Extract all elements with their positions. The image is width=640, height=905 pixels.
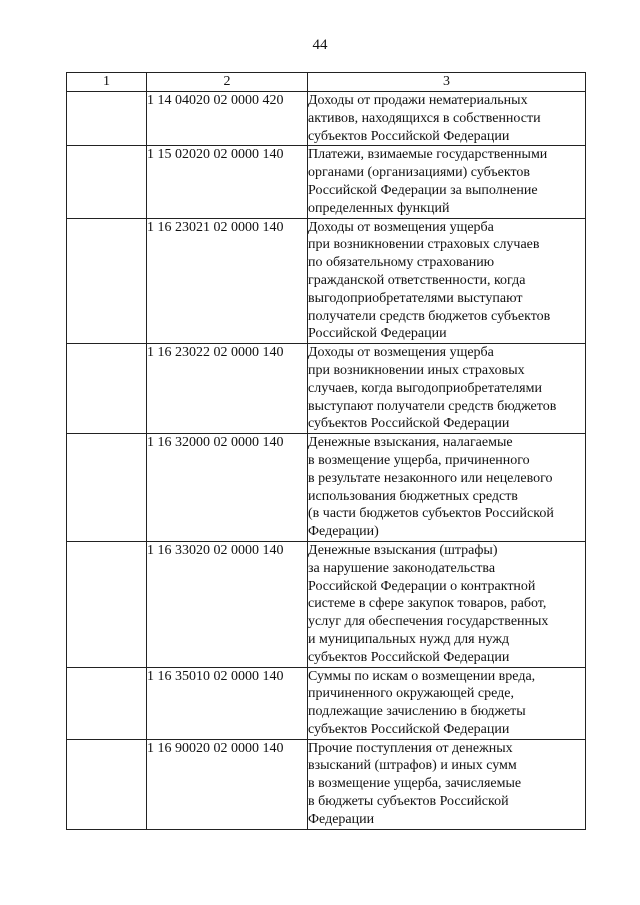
table-row <box>67 146 586 218</box>
description-line: в возмещение ущерба, зачисляемые <box>308 776 522 792</box>
description-line: выступают получатели средств бюджетов <box>308 398 557 414</box>
description-line: услуг для обеспечения государственных <box>308 614 549 630</box>
description-line: субъектов Российской Федерации <box>308 721 510 737</box>
description-line: получатели средств бюджетов субъектов <box>308 308 551 324</box>
row-column-1-cell <box>67 739 147 829</box>
revenue-description-cell <box>308 739 586 829</box>
description-line: Доходы от возмещения ущерба <box>308 345 494 361</box>
description-line: Федерации) <box>308 524 379 540</box>
description-line: по обязательному страхованию <box>308 255 495 271</box>
table-row <box>67 218 586 344</box>
table-row <box>67 434 586 542</box>
description-line: субъектов Российской Федерации <box>308 416 510 432</box>
table-row <box>67 739 586 829</box>
row-column-1-cell <box>67 434 147 542</box>
description-line: при возникновении иных страховых <box>308 362 525 378</box>
description-line: субъектов Российской Федерации <box>308 128 510 144</box>
table-row <box>67 344 586 434</box>
description-line: Российской Федерации <box>308 326 447 342</box>
revenue-code-cell: 1 16 23021 02 0000 140 <box>147 218 308 344</box>
revenue-code-cell: 1 16 23022 02 0000 140 <box>147 344 308 434</box>
description-line: органами (организациями) субъектов <box>308 165 531 181</box>
revenue-description-cell <box>308 541 586 667</box>
revenue-code-cell: 1 16 32000 02 0000 140 <box>147 434 308 542</box>
table-header-row <box>67 73 586 92</box>
revenue-description-cell <box>308 344 586 434</box>
description-line: Денежные взыскания (штрафы) <box>308 542 498 558</box>
description-line: Прочие поступления от денежных <box>308 740 513 756</box>
description-line: субъектов Российской Федерации <box>308 649 510 665</box>
description-line: причиненного окружающей среде, <box>308 686 514 702</box>
description-line: выгодоприобретателями выступают <box>308 290 523 306</box>
description-line: за нарушение законодательства <box>308 560 496 576</box>
description-line: Доходы от продажи нематериальных <box>308 93 528 108</box>
description-line: Платежи, взимаемые государственными <box>308 147 548 163</box>
table-row <box>67 667 586 739</box>
description-line: Федерации <box>308 811 375 827</box>
row-column-1-cell <box>67 667 147 739</box>
table-body <box>67 92 586 830</box>
description-line: определенных функций <box>308 200 450 216</box>
description-line: взысканий (штрафов) и иных сумм <box>308 758 517 774</box>
column-header-3: 3 <box>308 73 586 92</box>
description-line: в бюджеты субъектов Российской <box>308 794 509 810</box>
revenue-code-cell: 1 16 33020 02 0000 140 <box>147 541 308 667</box>
description-line: Суммы по искам о возмещении вреда, <box>308 668 536 684</box>
revenue-description-cell <box>308 434 586 542</box>
description-line: в возмещение ущерба, причиненного <box>308 452 530 468</box>
page-number: 44 <box>312 37 328 53</box>
description-line: гражданской ответственности, когда <box>308 272 526 288</box>
revenue-description-cell <box>308 146 586 218</box>
row-column-1-cell <box>67 344 147 434</box>
description-line: и муниципальных нужд для нужд <box>308 631 510 647</box>
revenue-code-cell: 1 16 35010 02 0000 140 <box>147 667 308 739</box>
column-header-1: 1 <box>67 73 147 92</box>
revenue-description-cell <box>308 667 586 739</box>
table-row <box>67 92 586 146</box>
column-header-2: 2 <box>147 73 308 92</box>
row-column-1-cell <box>67 541 147 667</box>
description-line: активов, находящихся в собственности <box>308 110 541 126</box>
revenue-description-cell <box>308 218 586 344</box>
row-column-1-cell <box>67 146 147 218</box>
row-column-1-cell <box>67 218 147 344</box>
description-line: Доходы от возмещения ущерба <box>308 219 494 235</box>
description-line: при возникновении страховых случаев <box>308 237 540 253</box>
revenue-code-cell: 1 15 02020 02 0000 140 <box>147 146 308 218</box>
description-line: Денежные взыскания, налагаемые <box>308 435 513 451</box>
revenue-code-cell: 1 16 90020 02 0000 140 <box>147 739 308 829</box>
description-line: подлежащие зачислению в бюджеты <box>308 704 526 720</box>
revenue-codes-table <box>66 72 586 830</box>
description-line: системе в сфере закупок товаров, работ, <box>308 596 547 612</box>
revenue-code-cell: 1 14 04020 02 0000 420 <box>147 92 308 146</box>
description-line: Российской Федерации о контрактной <box>308 578 536 594</box>
revenue-description-cell <box>308 92 586 146</box>
description-line: случаев, когда выгодоприобретателями <box>308 380 542 396</box>
description-line: использования бюджетных средств <box>308 488 518 504</box>
description-line: (в части бюджетов субъектов Российской <box>308 506 554 522</box>
table-row <box>67 541 586 667</box>
description-line: в результате незаконного или нецелевого <box>308 470 553 486</box>
row-column-1-cell <box>67 92 147 146</box>
description-line: Российской Федерации за выполнение <box>308 182 538 198</box>
